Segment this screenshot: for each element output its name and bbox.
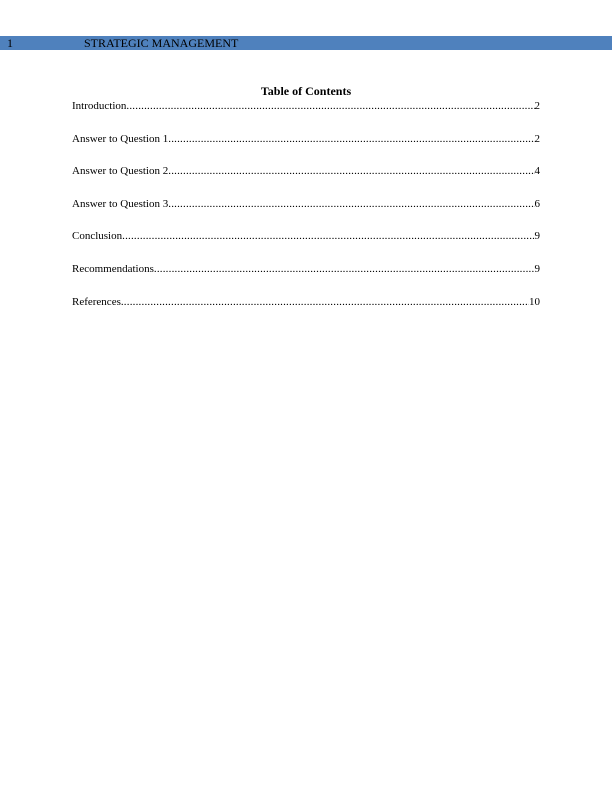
toc-entry-label: Recommendations: [72, 262, 154, 275]
running-head: STRATEGIC MANAGEMENT: [84, 36, 239, 50]
toc-entry-page: 6: [534, 197, 540, 210]
toc-entry-page: 2: [534, 132, 540, 145]
toc-entry-label: Answer to Question 2: [72, 165, 169, 178]
toc-entry-label: Answer to Question 3: [72, 197, 169, 210]
toc-entry-page: 9: [534, 230, 540, 243]
toc-entry-label: References: [72, 295, 121, 308]
toc-entry-introduction[interactable]: [72, 99, 540, 113]
toc-title: Table of Contents: [260, 84, 352, 98]
toc-entry-answer-question-1[interactable]: [72, 132, 540, 146]
toc-dot-leader: [126, 99, 534, 113]
toc-dot-leader: [122, 229, 534, 243]
toc-entry-page: 10: [529, 295, 540, 308]
toc-entry-page: 2: [534, 100, 540, 112]
toc-dot-leader: [121, 295, 529, 309]
page-number: 1: [7, 36, 13, 50]
toc-entry-page: 4: [534, 165, 540, 178]
toc-entry-answer-question-3[interactable]: [72, 197, 540, 211]
toc-entry-answer-question-2[interactable]: [72, 164, 540, 178]
toc-entry-label: Conclusion: [72, 230, 123, 243]
toc-dot-leader: [168, 164, 534, 178]
toc-dot-leader: [168, 132, 534, 146]
toc-entry-conclusion[interactable]: [72, 229, 540, 243]
toc-dot-leader: [168, 197, 534, 211]
header-band: [0, 36, 612, 50]
toc-entry-references[interactable]: [72, 295, 540, 309]
toc-entry-recommendations[interactable]: [72, 262, 540, 276]
toc-entry-page: 9: [534, 262, 540, 275]
toc-dot-leader: [154, 262, 535, 276]
toc-entry-label: Answer to Question 1: [72, 132, 169, 145]
table-of-contents: [72, 99, 540, 327]
toc-entry-label: Introduction: [72, 100, 127, 112]
